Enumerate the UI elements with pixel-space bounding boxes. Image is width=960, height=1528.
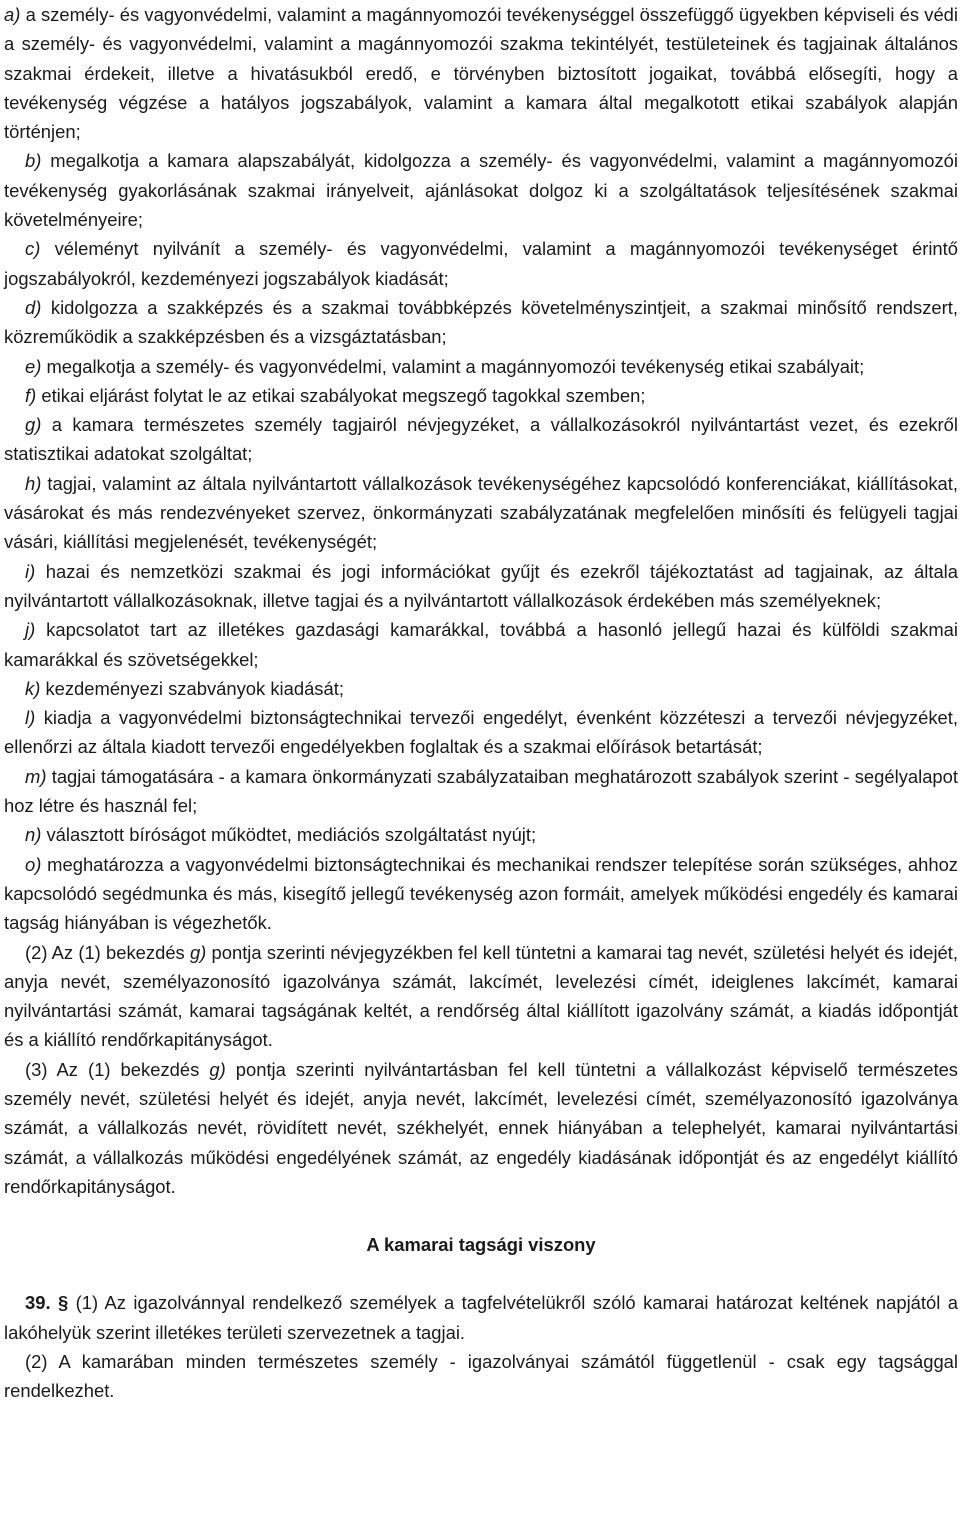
list-item-d	[4, 293, 958, 352]
paragraph-text: (2) A kamarában minden természetes személy - igazolványai számától függetlenül - csak egy tagsággal rendelkezhet.	[4, 1351, 958, 1402]
item-text: a kamara természetes személy tagjairól névjegyzéket, a vállalkozásokról nyilvántartást vezet, és ezekről statisztikai adatokat szolgáltat;	[4, 414, 958, 465]
item-text: hazai és nemzetközi szakmai és jogi információkat gyűjt és ezekről tájékoztatást ad tagjainak, az általa nyilvántartott vállalkozásoknak, illetve tagjai és a nyilvántartott vállalkozások érdekében más személyeknek;	[4, 560, 958, 611]
item-label: h)	[25, 472, 42, 494]
section-number: 39.	[25, 1292, 51, 1314]
list-item-b	[4, 146, 958, 234]
item-text: választott bíróságot működtet, mediációs szolgáltatást nyújt;	[41, 824, 537, 846]
section-39-paragraph-2	[4, 1347, 958, 1406]
section-symbol: §	[58, 1292, 69, 1314]
list-item-i	[4, 557, 958, 616]
paragraph-text: (3) Az (1) bekezdés	[25, 1058, 210, 1080]
section-heading: A kamarai tagsági viszony	[366, 1234, 596, 1256]
paragraph-3	[4, 1055, 958, 1201]
section-39-paragraph-1	[4, 1288, 958, 1347]
list-item-e	[4, 352, 958, 381]
item-label: n)	[25, 824, 42, 846]
list-item-a	[4, 0, 958, 146]
point-reference: g)	[189, 941, 207, 963]
paragraph-2	[4, 938, 958, 1055]
item-text: véleményt nyilvánít a személy- és vagyonvédelmi, valamint a magánnyomozói tevékenységet érintő jogszabályokról, kezdeményezi jogszabályok kiadását;	[4, 238, 958, 289]
item-label: d)	[25, 296, 42, 318]
item-text: kapcsolatot tart az illetékes gazdasági kamarákkal, továbbá a hasonló jellegű hazai és külföldi szakmai kamarákkal és szövetségekkel;	[4, 619, 958, 670]
item-text: tagjai, valamint az általa nyilvántartott vállalkozások tevékenységéhez kapcsolódó konferenciákat, kiállításokat, vásárokat és más rendezvényeket szervez, önkormányzati szabályzatának megfelelően minősíti és felügyeli tagjai vásári, kiállítási megjelenését, tevékenységét;	[4, 472, 958, 553]
item-label: l)	[25, 707, 36, 729]
item-text: meghatározza a vagyonvédelmi biztonságtechnikai és mechanikai rendszer telepítése során szükséges, ahhoz kapcsolódó segédmunka és más, kisegítő jellegű tevékenység azon formáit, amelyek működési engedély és kamarai tagság hiányában is végezhetők.	[4, 853, 958, 934]
item-text: megalkotja a személy- és vagyonvédelmi, valamint a magánnyomozói tevékenység etikai szabályait;	[41, 355, 865, 377]
item-label: k)	[25, 677, 41, 699]
paragraph-text: (1) Az igazolvánnyal rendelkező személyek a tagfelvételükről szóló kamarai határozat keltének napjától a lakóhelyük szerint illetékes területi szervezetnek a tagjai.	[4, 1292, 958, 1343]
paragraph-text: pontja szerinti nyilvántartásban fel kell tüntetni a vállalkozást képviselő természetes személy nevét, születési helyét és idejét, anyja nevét, lakcímét, levelezési címét, személyazonosító igazolványa számát, a vállalkozás nevét, rövidített nevét, székhelyét, ennek hiányában a telephelyét, kamarai nyilvántartási számát, a vállalkozás működési engedélyének számát, az engedély kiadásának időpontját és az engedélyt kiállító rendőrkapitányságot.	[4, 1058, 958, 1197]
list-item-o	[4, 850, 958, 938]
item-text: kezdeményezi szabványok kiadását;	[40, 677, 344, 699]
list-item-k	[4, 674, 958, 703]
item-text: kiadja a vagyonvédelmi biztonságtechnikai tervezői engedélyt, évenként közzéteszi a tervezői névjegyzéket, ellenőrzi az általa kiadott tervezői engedélyekben foglaltak és a szakmai előírások betartását;	[4, 707, 958, 758]
list-item-f	[4, 381, 958, 410]
paragraph-text: pontja szerinti névjegyzékben fel kell tüntetni a kamarai tag nevét, születési helyét és idejét, anyja nevét, személyazonosító igazolványa számát, lakcímét, levelezési címét, ideiglenes lakcímét, kamarai nyilvántartási számát, kamarai tagságának keltét, a rendőrség által kiállított igazolvány számát, a kiadás időpontját és a kiállító rendőrkapitányságot.	[4, 941, 958, 1051]
list-item-c	[4, 234, 958, 293]
item-text: a személy- és vagyonvédelmi, valamint a magánnyomozói tevékenységgel összefüggő ügyekben képviseli és védi a személy- és vagyonvédelmi, valamint a magánnyomozói szakma tekintélyét, testületeinek és tagjainak általános szakmai érdekeit, illetve a hivatásukból eredő, e törvényben biztosított jogaikat, továbbá elősegíti, hogy a tevékenység végzése a hatályos jogszabályok, valamint a kamara által megalkotott etikai szabályok alapján történjen;	[4, 4, 958, 143]
item-text: megalkotja a kamara alapszabályát, kidolgozza a személy- és vagyonvédelmi, valamint a magánnyomozói tevékenység gyakorlásának szakmai irányelveit, ajánlásokat dolgoz ki a szolgáltatások teljesítésének szakmai követelményeire;	[4, 150, 958, 231]
point-reference: g)	[209, 1058, 226, 1080]
list-item-h	[4, 469, 958, 557]
list-item-j	[4, 615, 958, 674]
list-item-l	[4, 703, 958, 762]
list-item-m	[4, 762, 958, 821]
item-label: g)	[25, 414, 42, 436]
item-text: tagjai támogatására - a kamara önkormányzati szabályzataiban meghatározott szabályok szerint - segélyalapot hoz létre és használ fel;	[4, 765, 958, 817]
list-item-n	[4, 820, 958, 849]
item-label: b)	[25, 150, 42, 172]
list-item-g	[4, 410, 958, 469]
item-label: m)	[25, 765, 47, 787]
item-label: e)	[25, 355, 42, 377]
item-text: kidolgozza a szakképzés és a szakmai továbbképzés követelményszintjeit, a szakmai minősítő rendszert, közreműködik a szakképzésben és a vizsgáztatásban;	[4, 296, 958, 348]
paragraph-text: (2) Az (1) bekezdés	[25, 941, 190, 963]
item-label: i)	[25, 560, 36, 582]
item-label: a)	[4, 4, 21, 25]
item-label: j)	[25, 619, 36, 641]
document-page	[4, 0, 958, 1406]
item-label: o)	[25, 853, 42, 875]
item-label: f)	[25, 384, 37, 406]
item-label: c)	[25, 238, 41, 260]
item-text: etikai eljárást folytat le az etikai szabályokat megszegő tagokkal szemben;	[36, 384, 646, 406]
